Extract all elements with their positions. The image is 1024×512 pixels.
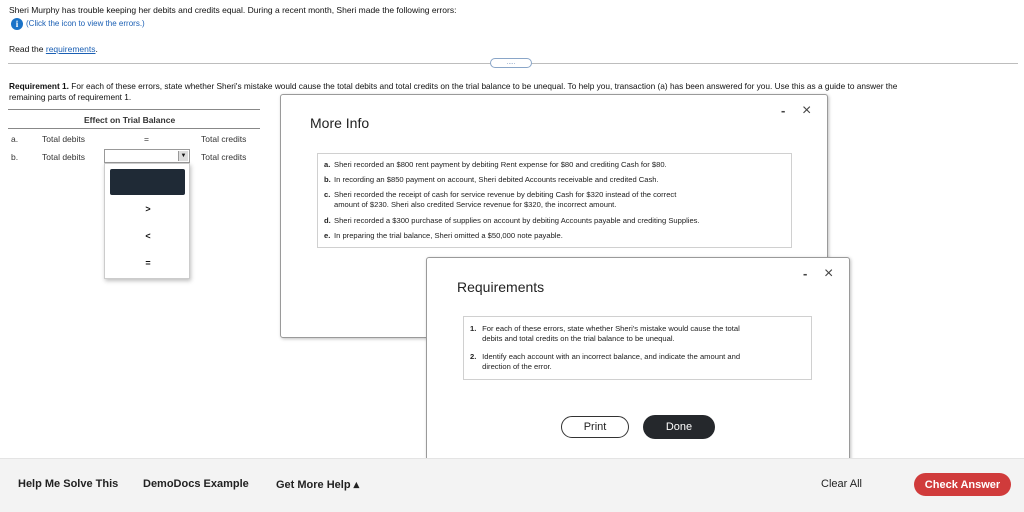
row-b-letter: b.: [11, 152, 19, 162]
error-item: c. Sheri recorded the receipt of cash for service revenue by debiting Cash for $320 instead of the correct amount of $230. Sheri also credited Service revenue for $320, the incorrect amount.: [324, 190, 677, 209]
requirement-label: Requirement 1.: [9, 81, 69, 91]
row-a-letter: a.: [11, 134, 19, 144]
footer-bar: [0, 458, 1024, 512]
print-button[interactable]: Print: [561, 416, 629, 438]
error-item: a. Sheri recorded an $800 rent payment by debiting Rent expense for $80 and crediting Cash for $80.: [324, 160, 667, 169]
table-header-rule: [8, 128, 260, 129]
close-icon[interactable]: ×: [802, 102, 812, 119]
get-more-help-button[interactable]: Get More Help ▴: [276, 479, 360, 491]
click-note: (Click the icon to view the errors.): [26, 19, 145, 28]
minimize-icon[interactable]: -: [803, 266, 808, 281]
row-a-left: Total debits: [42, 134, 85, 144]
row-b-left: Total debits: [42, 152, 85, 162]
menu-option-blank[interactable]: [110, 169, 185, 195]
read-requirements-line: [9, 44, 98, 54]
operator-menu: [104, 163, 190, 279]
error-item: d. Sheri recorded a $300 purchase of supplies on account by debiting Accounts payable and crediting Supplies.: [324, 216, 700, 225]
check-answer-button[interactable]: Check Answer: [914, 473, 1011, 496]
help-me-solve-button[interactable]: Help Me Solve This: [18, 478, 119, 490]
requirement-line2: remaining parts of requirement 1.: [9, 92, 132, 102]
done-button[interactable]: Done: [643, 415, 715, 439]
clear-all-button[interactable]: Clear All: [821, 478, 862, 490]
read-prefix: Read the: [9, 44, 46, 54]
error-item: b. In recording an $850 payment on account, Sheri debited Accounts receivable and credited Cash.: [324, 175, 659, 184]
operator-select[interactable]: [104, 149, 190, 163]
info-icon[interactable]: i: [11, 18, 23, 30]
row-b-right: Total credits: [201, 152, 247, 162]
intro-text: Sheri Murphy has trouble keeping her debits and credits equal. During a recent month, Sheri made the following errors:: [9, 5, 457, 15]
divider-handle[interactable]: .....: [490, 58, 532, 68]
read-suffix: .: [95, 44, 98, 54]
demodocs-button[interactable]: DemoDocs Example: [143, 478, 249, 490]
requirement-item: 1. For each of these errors, state whether Sheri's mistake would cause the total debits and total credits on the trial balance to be unequal.: [470, 324, 740, 343]
menu-option-greater[interactable]: >: [145, 204, 151, 214]
more-info-title: More Info: [310, 115, 370, 131]
requirement-line1: For each of these errors, state whether Sheri's mistake would cause the total debits and total credits on the trial balance to be unequal. To help you, transaction (a) has been answered for you. Use this as a guide to answer the: [68, 81, 898, 91]
requirements-dialog: [426, 257, 850, 467]
requirement-item: 2. Identify each account with an incorrect balance, and indicate the amount and direction of the error.: [470, 352, 741, 371]
menu-option-equal[interactable]: =: [145, 258, 151, 268]
chevron-down-icon[interactable]: ▼: [178, 151, 188, 161]
table-top-rule: [8, 109, 260, 110]
requirements-link[interactable]: requirements: [45, 44, 96, 54]
menu-option-less[interactable]: <: [145, 231, 151, 241]
requirements-title: Requirements: [457, 279, 545, 295]
close-icon[interactable]: ×: [824, 265, 834, 282]
errors-list: [317, 153, 792, 248]
requirements-list: [463, 316, 812, 380]
error-item: e. In preparing the trial balance, Sheri omitted a $50,000 note payable.: [324, 231, 563, 240]
table-header: Effect on Trial Balance: [84, 115, 176, 125]
minimize-icon[interactable]: -: [781, 103, 786, 118]
row-a-right: Total credits: [201, 134, 247, 144]
row-a-operator: =: [144, 134, 149, 144]
